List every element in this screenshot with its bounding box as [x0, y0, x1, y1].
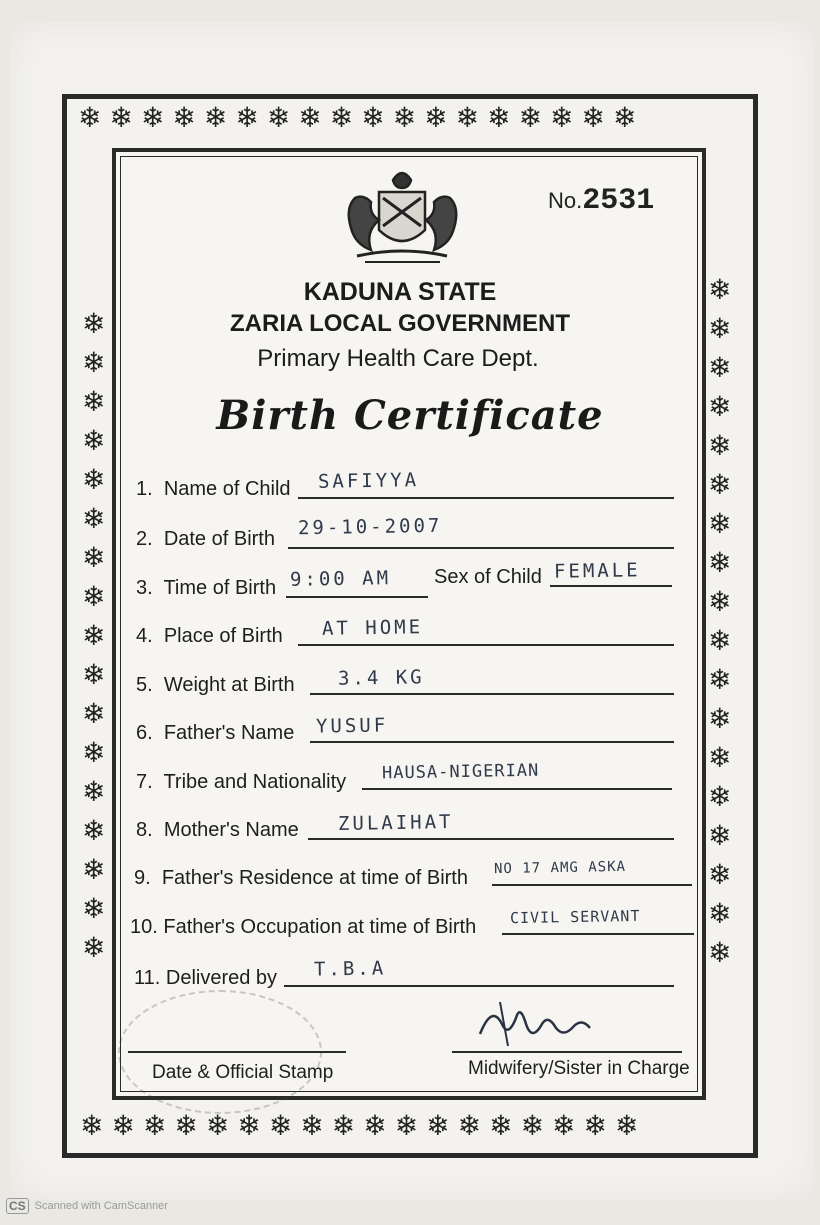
snowflake-icon: ❄: [487, 101, 511, 134]
scanner-text: Scanned with CamScanner: [34, 1200, 168, 1212]
snowflake-icon: ❄: [82, 892, 106, 925]
snowflake-icon: ❄: [82, 619, 106, 652]
field-label: Time of Birth: [163, 577, 277, 599]
snowflake-icon: ❄: [363, 1109, 387, 1142]
field-label: Tribe and Nationality: [163, 771, 347, 793]
snowflake-icon: ❄: [268, 1109, 293, 1142]
snowflake-icon: ❄: [82, 853, 106, 886]
field-weight-at-birth: [136, 674, 295, 697]
value-delivered-by: T.B.A: [313, 957, 387, 981]
snowflake-icon: ❄: [298, 101, 322, 134]
state-heading: KADUNA STATE: [303, 278, 497, 306]
snowflake-icon: ❄: [457, 1109, 482, 1142]
lga-heading: ZARIA LOCAL GOVERNMENT: [230, 310, 570, 337]
snowflake-icon: ❄: [82, 307, 106, 340]
snowflake-icon: ❄: [82, 814, 106, 847]
field-number: 8.: [136, 819, 153, 841]
value-fathers-occupation: CIVIL SERVANT: [509, 906, 641, 928]
snowflake-icon: ❄: [82, 736, 106, 769]
value-weight-at-birth: 3.4 KG: [337, 666, 425, 690]
field-line: [310, 693, 674, 695]
value-sex-of-child: FEMALE: [553, 559, 641, 583]
snowflake-icon: ❄: [489, 1109, 513, 1142]
snowflake-icon: ❄: [82, 775, 106, 808]
field-line: [362, 788, 672, 790]
snowflake-icon: ❄: [708, 819, 732, 852]
value-place-of-birth: AT HOME: [321, 616, 424, 640]
snowflake-icon: ❄: [708, 858, 732, 891]
snowflake-icon: ❄: [109, 101, 133, 134]
document-title: Birth Certificate: [216, 392, 604, 439]
snowflake-icon: ❄: [550, 101, 574, 134]
right-border-ornaments: [708, 273, 732, 969]
midwife-signature-line: [452, 1051, 682, 1053]
field-label: Mother's Name: [163, 819, 299, 841]
snowflake-icon: ❄: [552, 1109, 576, 1142]
field-line: [288, 547, 674, 549]
value-name-of-child: SAFIYYA: [317, 469, 420, 493]
snowflake-icon: ❄: [612, 101, 637, 134]
snowflake-icon: ❄: [708, 702, 732, 735]
field-line: [284, 985, 674, 987]
field-label: Date of Birth: [163, 528, 275, 550]
field-line: [550, 585, 672, 587]
snowflake-icon: ❄: [237, 1109, 261, 1142]
top-border-ornaments: [78, 101, 637, 134]
field-name-of-child: [136, 478, 291, 501]
field-fathers-name: [136, 722, 294, 745]
snowflake-icon: ❄: [203, 101, 228, 134]
midwife-label: Midwifery/Sister in Charge: [468, 1058, 690, 1079]
snowflake-icon: ❄: [140, 101, 165, 134]
field-line: [298, 497, 674, 499]
field-number: 7.: [136, 771, 153, 793]
signature-mark: [470, 992, 620, 1052]
field-number: 9.: [134, 867, 151, 889]
snowflake-icon: ❄: [708, 624, 732, 657]
snowflake-icon: ❄: [708, 429, 732, 462]
field-number: 6.: [136, 722, 153, 744]
field-line: [502, 933, 694, 935]
snowflake-icon: ❄: [82, 697, 106, 730]
snowflake-icon: ❄: [455, 101, 480, 134]
snowflake-icon: ❄: [708, 585, 732, 618]
field-number: 5.: [136, 674, 153, 696]
value-date-of-birth: 29-10-2007: [297, 514, 443, 540]
snowflake-icon: ❄: [82, 541, 106, 574]
field-label: Father's Residence at time of Birth: [161, 867, 468, 889]
field-date-of-birth: [136, 528, 275, 551]
field-label: Sex of Child: [434, 566, 542, 588]
snowflake-icon: ❄: [392, 101, 417, 134]
field-line: [298, 644, 674, 646]
certificate-number: [548, 184, 654, 218]
field-number: 11.: [134, 967, 161, 989]
bottom-border-ornaments: [80, 1109, 639, 1142]
snowflake-icon: ❄: [708, 780, 732, 813]
scanner-watermark: [6, 1198, 168, 1214]
snowflake-icon: ❄: [82, 346, 106, 379]
snowflake-icon: ❄: [205, 1109, 230, 1142]
field-number: 10.: [130, 916, 158, 938]
snowflake-icon: ❄: [708, 897, 732, 930]
snowflake-icon: ❄: [708, 351, 732, 384]
snowflake-icon: ❄: [142, 1109, 167, 1142]
field-number: 3.: [136, 577, 153, 599]
field-line: [308, 838, 674, 840]
field-delivered-by: [134, 967, 277, 990]
snowflake-icon: ❄: [329, 101, 354, 134]
snowflake-icon: ❄: [82, 658, 106, 691]
snowflake-icon: ❄: [708, 507, 732, 540]
snowflake-icon: ❄: [708, 390, 732, 423]
certificate-number-prefix: No.: [548, 188, 583, 213]
snowflake-icon: ❄: [111, 1109, 135, 1142]
snowflake-icon: ❄: [172, 101, 196, 134]
snowflake-icon: ❄: [520, 1109, 545, 1142]
field-label: Weight at Birth: [163, 674, 295, 696]
snowflake-icon: ❄: [708, 936, 732, 969]
snowflake-icon: ❄: [424, 101, 448, 134]
field-line: [492, 884, 692, 886]
field-number: 4.: [136, 625, 153, 647]
field-label: Place of Birth: [163, 625, 283, 647]
snowflake-icon: ❄: [82, 463, 106, 496]
snowflake-icon: ❄: [708, 468, 732, 501]
snowflake-icon: ❄: [80, 1109, 104, 1142]
field-tribe-nationality: [136, 771, 346, 794]
field-label: Father's Occupation at time of Birth: [163, 916, 477, 938]
field-place-of-birth: [136, 625, 283, 648]
snowflake-icon: ❄: [708, 663, 732, 696]
snowflake-icon: ❄: [300, 1109, 324, 1142]
field-label: Delivered by: [165, 967, 278, 989]
snowflake-icon: ❄: [518, 101, 543, 134]
field-time-of-birth: [136, 577, 276, 600]
snowflake-icon: ❄: [708, 273, 732, 306]
value-tribe-nationality: HAUSA-NIGERIAN: [381, 760, 540, 784]
snowflake-icon: ❄: [614, 1109, 639, 1142]
value-fathers-name: YUSUF: [315, 714, 389, 738]
stamp-label: Date & Official Stamp: [152, 1062, 334, 1083]
field-fathers-residence: [134, 867, 468, 890]
field-number: 1.: [136, 478, 153, 500]
value-fathers-residence: NO 17 AMG ASKA: [493, 858, 627, 878]
coat-of-arms-icon: [335, 158, 470, 273]
snowflake-icon: ❄: [708, 741, 732, 774]
snowflake-icon: ❄: [174, 1109, 198, 1142]
field-line: [310, 741, 674, 743]
snowflake-icon: ❄: [581, 101, 605, 134]
value-time-of-birth: 9:00 AM: [289, 567, 392, 591]
snowflake-icon: ❄: [235, 101, 259, 134]
field-fathers-occupation: [130, 916, 476, 939]
field-label: Name of Child: [163, 478, 291, 500]
camscanner-logo: CS: [6, 1198, 29, 1214]
snowflake-icon: ❄: [426, 1109, 450, 1142]
snowflake-icon: ❄: [394, 1109, 419, 1142]
snowflake-icon: ❄: [331, 1109, 356, 1142]
snowflake-icon: ❄: [708, 546, 732, 579]
snowflake-icon: ❄: [82, 502, 106, 535]
value-mothers-name: ZULAIHAT: [337, 810, 454, 836]
snowflake-icon: ❄: [82, 424, 106, 457]
department-heading: Primary Health Care Dept.: [257, 345, 539, 372]
snowflake-icon: ❄: [708, 312, 732, 345]
snowflake-icon: ❄: [583, 1109, 607, 1142]
snowflake-icon: ❄: [82, 385, 106, 418]
snowflake-icon: ❄: [361, 101, 385, 134]
field-mothers-name: [136, 819, 299, 842]
snowflake-icon: ❄: [78, 101, 102, 134]
snowflake-icon: ❄: [266, 101, 291, 134]
field-label: Father's Name: [163, 722, 295, 744]
field-number: 2.: [136, 528, 153, 550]
certificate-number-value: 2531: [582, 184, 655, 218]
field-line: [286, 596, 428, 598]
snowflake-icon: ❄: [82, 580, 106, 613]
snowflake-icon: ❄: [82, 931, 106, 964]
field-sex-of-child: [434, 566, 542, 589]
stamp-signature-line: [128, 1051, 346, 1053]
